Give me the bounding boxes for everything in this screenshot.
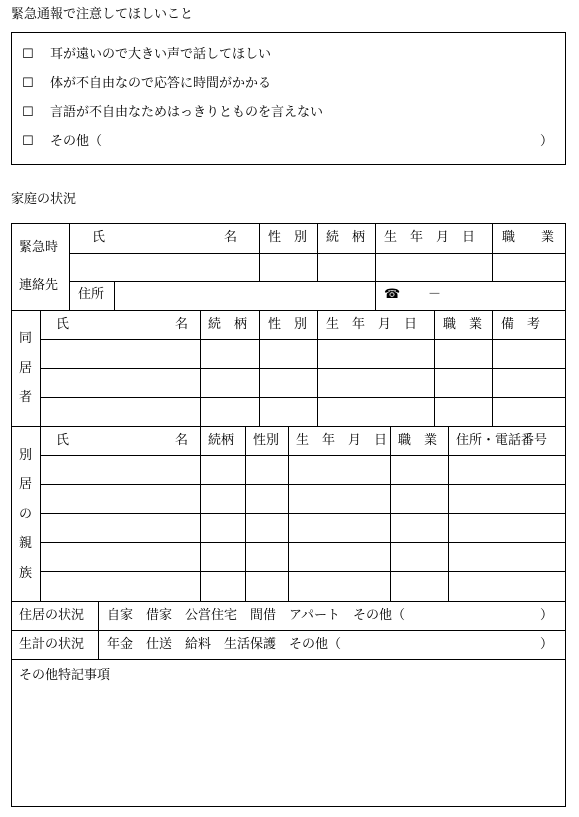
cohabit-header-relation: 続 柄 [208,317,248,332]
notice-checkbox-1[interactable]: ☐ [22,47,34,62]
housing-label: 住居の状況 [19,608,85,623]
emergency-label-bottom: 連絡先 [19,278,59,293]
separate-label-5: 族 [19,566,33,581]
housing-close: ） [540,608,554,623]
separate-header-address-phone: 住所・電話番号 [456,433,548,448]
separate-label-2: 居 [19,477,33,492]
separate-header-sex: 性別 [253,433,280,448]
cohabit-header-occupation: 職 業 [443,317,483,332]
emergency-header-sex: 性 別 [268,230,308,245]
cohabit-header-birthdate: 生 年 月 日 [326,317,418,332]
emergency-address-label: 住所 [78,287,105,302]
separate-header-surname: 氏 [56,433,70,448]
notice-item-4: その他（ [50,134,103,149]
cohabit-label-1: 同 [19,331,33,346]
emergency-header-surname: 氏 [92,230,106,245]
notice-item-4-close: ） [540,134,554,149]
cohabit-header-surname: 氏 [56,317,70,332]
notes-area[interactable] [12,686,565,806]
phone-dash: － [428,287,442,302]
notice-item-1: 耳が遠いので大きい声で話してほしい [50,47,272,62]
emergency-header-occupation: 職 業 [502,230,555,245]
separate-header-occupation: 職 業 [398,433,438,448]
notice-checkbox-2[interactable]: ☐ [22,76,34,91]
cohabit-label-2: 居 [19,361,33,376]
separate-header-birthdate: 生 年 月 日 [296,433,388,448]
emergency-label-top: 緊急時 [19,240,59,255]
notice-item-2: 体が不自由なので応答に時間がかかる [50,76,272,91]
separate-label-1: 別 [19,448,33,463]
cohabit-label-3: 者 [19,390,33,405]
phone-icon: ☎ [384,287,401,302]
cohabit-header-remarks: 備 考 [501,317,541,332]
notice-title: 緊急通報で注意してほしいこと [11,7,194,22]
separate-label-3: の [19,507,33,522]
cohabit-header-sex: 性 別 [268,317,308,332]
livelihood-close: ） [540,637,554,652]
emergency-header-relation: 続 柄 [326,230,366,245]
housing-options: 自家 借家 公営住宅 間借 アパート その他（ [107,608,405,623]
notice-checkbox-4[interactable]: ☐ [22,134,34,149]
cohabit-header-name: 名 [175,317,189,332]
emergency-header-name: 名 [224,230,238,245]
notice-checkbox-3[interactable]: ☐ [22,105,34,120]
separate-header-name: 名 [175,433,189,448]
livelihood-label: 生計の状況 [19,637,85,652]
separate-label-4: 親 [19,536,33,551]
notice-item-3: 言語が不自由なためはっきりとものを言えない [50,105,324,120]
family-title: 家庭の状況 [11,192,77,207]
notes-label: その他特記事項 [19,668,111,683]
separate-header-relation: 続柄 [208,433,235,448]
livelihood-options: 年金 仕送 給料 生活保護 その他（ [107,637,342,652]
emergency-header-birthdate: 生 年 月 日 [384,230,476,245]
